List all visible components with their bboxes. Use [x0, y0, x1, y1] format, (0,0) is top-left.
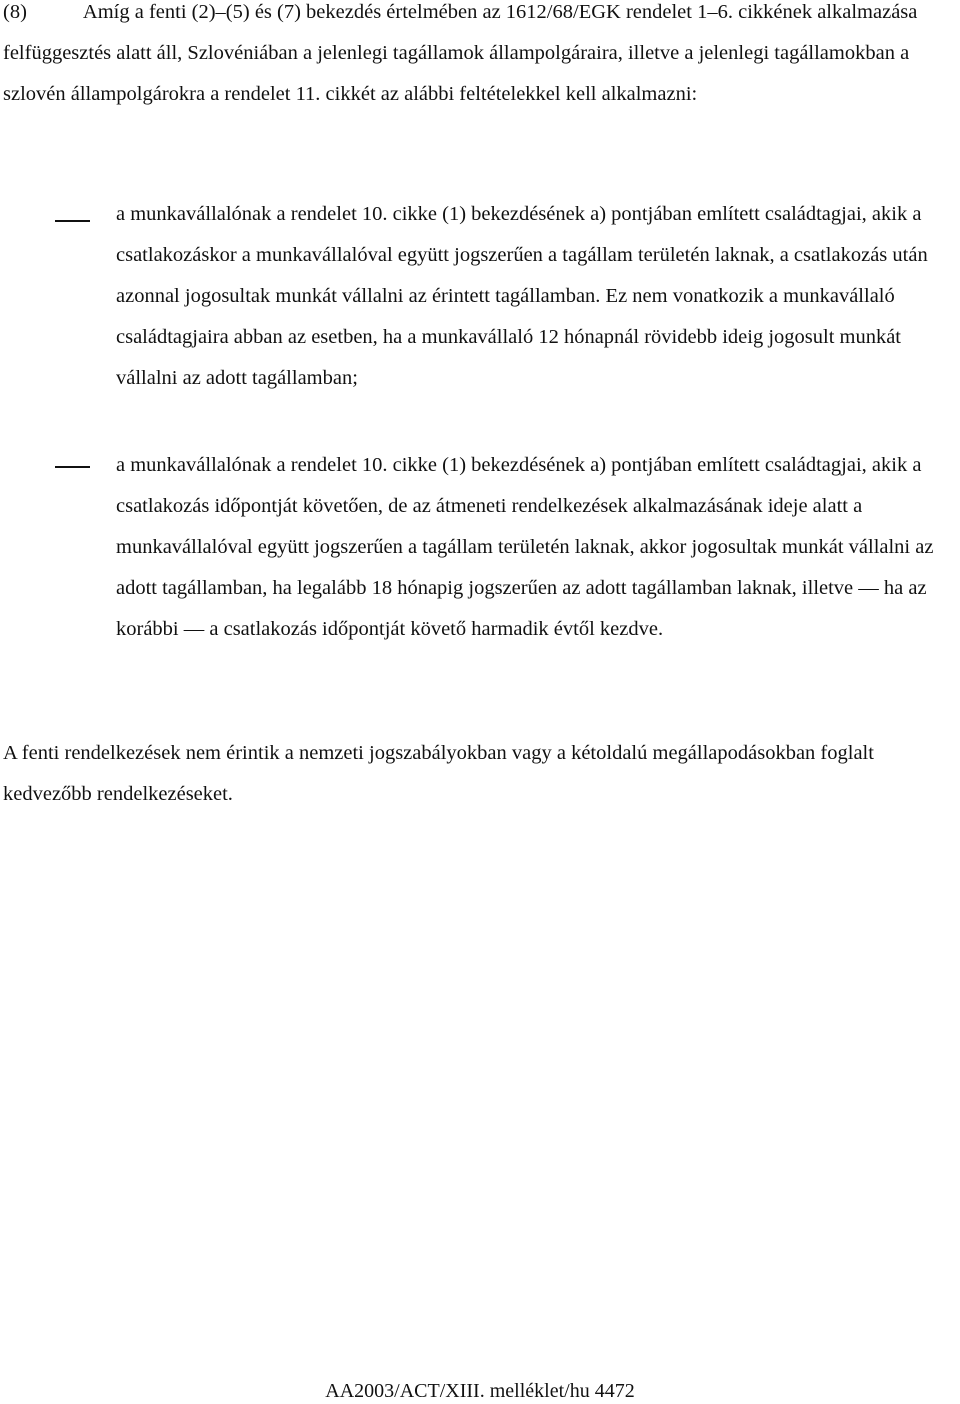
page-footer: AA2003/ACT/XIII. melléklet/hu 4472: [325, 1380, 635, 1402]
em-dash-bullet: [55, 220, 90, 222]
list-item-text: a munkavállalónak a rendelet 10. cikke (1) bekezdésének a) pontjában említett családtagjai, akik a csatlakozáskor a munkavállalóval együtt jogszerűen a tagállam területén laknak, a csatlakozás után azonnal jogosultak munkát vállalni az érintett tagállamban. Ez nem vonatkozik a munkavállaló családtagjaira abban az esetben, ha a munkavállaló 12 hónapnál rövidebb ideig jogosult munkát vállalni az adott tagállamban;: [116, 203, 928, 389]
paragraph-number: (8): [3, 1, 27, 23]
intro-text: Amíg a fenti (2)–(5) és (7) bekezdés értelmében az 1612/68/EGK rendelet 1–6. cikkének alkalmazása felfüggesztés alatt áll, Szlovéniában a jelenlegi tagállamok állampolgáraira, illetve a jelenlegi tagállamokban a szlovén állampolgárokra a rendelet 11. cikkét az alábbi feltételekkel kell alkalmazni:: [3, 1, 918, 105]
list-item-text: a munkavállalónak a rendelet 10. cikke (1) bekezdésének a) pontjában említett családtagjai, akik a csatlakozás időpontját követően, de az átmeneti rendelkezések alkalmazásának ideje alatt a munkavállalóval együtt jogszerűen a tagállam területén laknak, akkor jogosultak munkát vállalni az adott tagállamban, ha legalább 18 hónapig jogszerűen az adott tagállamban laknak, illetve — ha az korábbi — a csatlakozás időpontját követő harmadik évtől kezdve.: [116, 454, 934, 640]
em-dash-bullet: [55, 466, 90, 468]
closing-paragraph: A fenti rendelkezések nem érintik a nemzeti jogszabályokban vagy a kétoldalú megállapodásokban foglalt kedvezőbb rendelkezéseket.: [3, 742, 874, 805]
intro-paragraph: [3, 0, 958, 115]
